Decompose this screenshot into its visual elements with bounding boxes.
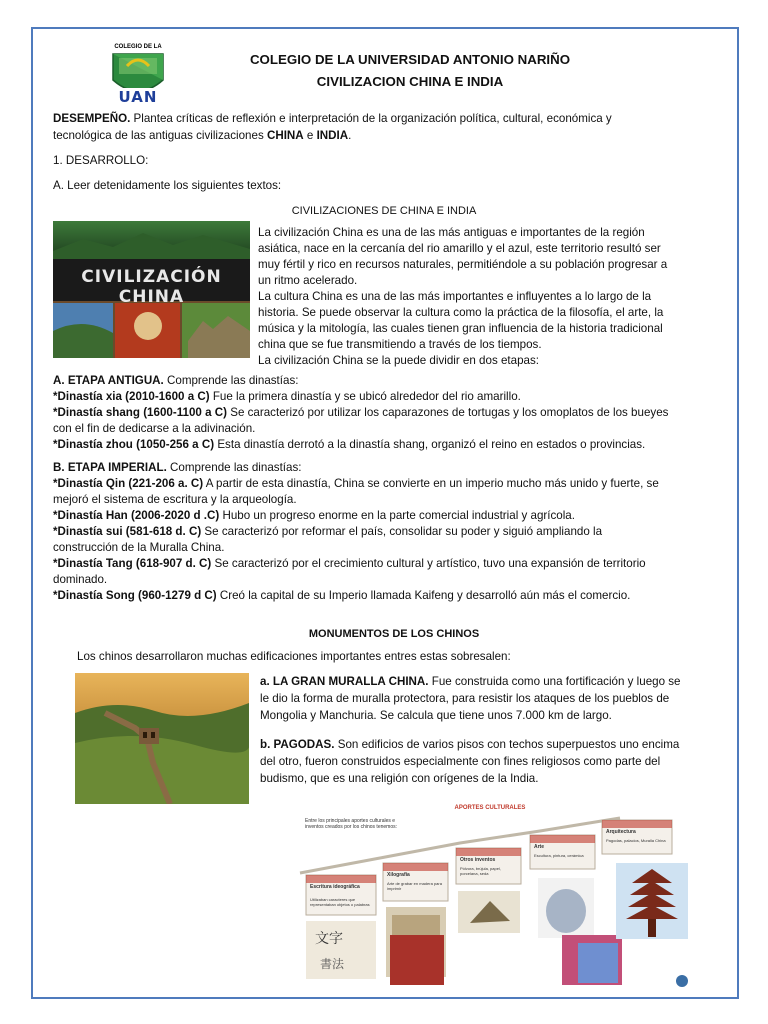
etapa-antigua: [53, 373, 733, 453]
box-detail: Utilizaban caracteres que representaban objetos o palabras: [310, 897, 370, 907]
desempeno-e: e: [303, 129, 317, 142]
dynasty-name: *Dinastía zhou (1050-256 a C): [53, 438, 215, 451]
dynasty-name: *Dinastía Han (2006-2020 d .C): [53, 509, 220, 522]
pagodas-line: del otro, fueron construidos especialmente con fines religiosos como parte del: [260, 755, 661, 768]
instruction: A. Leer detenidamente los siguientes textos:: [53, 179, 282, 192]
desempeno-india: INDIA: [316, 129, 349, 142]
intro-line: china que se fue transmitiendo a través de los tiempos.: [258, 338, 542, 351]
dynasty-desc: Se caracterizó por reformar el país, consolidar su poder y siguió ampliando la: [201, 525, 603, 538]
desempeno-text: Plantea críticas de reflexión e interpretación de la organización política, cultural, económica y: [130, 112, 612, 125]
pagodas-line: Son edificios de varios pisos con techos superpuestos uno encima: [334, 738, 680, 751]
dynasty-desc: Hubo un progreso enorme en la parte comercial industrial y agrícola.: [219, 509, 575, 522]
dynasty-desc: dominado.: [53, 573, 108, 586]
logo-letters: UAN: [118, 88, 158, 106]
cultural-contributions-infographic: [280, 803, 700, 993]
dynasty-name: *Dinastía Tang (618-907 d. C): [53, 557, 212, 570]
school-logo: [107, 44, 167, 104]
svg-text:書法: 書法: [320, 957, 345, 971]
intro-line: música y la mitología, las cuales tienen gran influencia de la historia tradicional: [258, 322, 663, 335]
muralla-line: Fue construida como una fortificación y luego se: [428, 675, 681, 688]
monumentos-title: MONUMENTOS DE LOS CHINOS: [308, 628, 480, 640]
box-label: Escritura ideográfica: [310, 884, 360, 890]
desempeno-end: .: [348, 129, 352, 142]
intro-paragraphs: [258, 225, 728, 369]
great-wall-image: [75, 673, 249, 804]
box-detail: Pólvora, brújula, papel, porcelana, seda: [460, 866, 501, 876]
desempeno-line2: [53, 128, 733, 144]
intro-line: La civilización China es una de las más antiguas e importantes de la región: [258, 226, 645, 239]
intro-line: un ritmo acelerado.: [258, 274, 358, 287]
infographic-title: APORTES CULTURALES: [454, 805, 526, 811]
intro-line: muy fértil y rico en recursos naturales, permitiéndole a su población progresar a: [258, 258, 668, 271]
svg-text:文字: 文字: [315, 931, 343, 947]
image-caption: CIVILIZACIÓN CHINA: [81, 267, 222, 307]
logo-text: COLEGIO DE LA: [114, 44, 162, 50]
pagodas-line: budismo, que es una religión con orígenes de la India.: [260, 772, 539, 785]
etapa-b-rest: Comprende las dinastías:: [166, 461, 302, 474]
desempeno-text2: tecnológica de las antiguas civilizaciones: [53, 129, 267, 142]
dynasty-desc: mejoró el sistema de escritura y la arqueología.: [53, 493, 297, 506]
muralla-line: le dio la forma de muralla protectora, para resistir los ataques de los pueblos de: [260, 692, 670, 705]
muralla-line: Mongolia y Manchuria. Se calcula que tiene unos 7.000 km de largo.: [260, 709, 612, 722]
intro-line: asiática, nace en la cercanía del rio amarillo y el azul, este territorio resultó ser: [258, 242, 661, 255]
dynasty-name: *Dinastía xia (2010-1600 a C): [53, 390, 210, 403]
muralla-label: a. LA GRAN MURALLA CHINA.: [260, 675, 429, 688]
box-label: Otros inventos: [460, 857, 496, 863]
dynasty-desc: Se caracterizó por el crecimiento cultural y artístico, tuvo una expansión de territorio: [211, 557, 646, 570]
desempeno-label: DESEMPEÑO.: [53, 112, 131, 125]
dynasty-desc: con el fin de dedicarse a la adivinación.: [53, 422, 256, 435]
intro-line: La cultura China es una de las más importantes e influyentes a lo largo de la: [258, 290, 652, 303]
pagodas-text: [260, 737, 730, 787]
etapa-a-title: A. ETAPA ANTIGUA.: [53, 374, 164, 387]
intro-line: historia. Se puede observar la cultura como la práctica de la filosofía, el arte, la: [258, 306, 664, 319]
page-title: CIVILIZACION CHINA E INDIA: [316, 74, 504, 89]
school-name: COLEGIO DE LA UNIVERSIDAD ANTONIO NARIÑO: [249, 52, 571, 67]
box-detail: Escultura, pintura, cerámica: [534, 853, 584, 858]
dynasty-name: *Dinastía Qin (221-206 a. C): [53, 477, 204, 490]
box-label: Xilografía: [387, 872, 410, 878]
dynasty-desc: Creó la capital de su Imperio llamada Kaifeng y desarrolló aún más el comercio.: [216, 589, 631, 602]
dynasty-name: *Dinastía shang (1600-1100 a C): [53, 406, 227, 419]
dynasty-desc: Se caracterizó por utilizar los caparazones de tortugas y los omoplatos de los bueyes: [227, 406, 669, 419]
dynasty-name: *Dinastía sui (581-618 d. C): [53, 525, 202, 538]
monumentos-intro: Los chinos desarrollaron muchas edificaciones importantes entres estas sobresalen:: [77, 650, 511, 663]
etapa-imperial: [53, 460, 733, 604]
infographic-intro: Entre los principales aportes culturales e inventos creados por los chinos tenemos:: [305, 818, 397, 830]
dynasty-name: *Dinastía Song (960-1279 d C): [53, 589, 217, 602]
box-detail: Arte de grabar en madera para imprimir: [387, 881, 442, 891]
desempeno-china: CHINA: [266, 129, 304, 142]
dynasty-desc: A partir de esta dinastía, China se convierte en un imperio mucho más unido y fuerte, se: [203, 477, 659, 490]
pagodas-label: b. PAGODAS.: [260, 738, 335, 751]
etapa-b-title: B. ETAPA IMPERIAL.: [53, 461, 167, 474]
desempeno-line1: [53, 111, 733, 127]
etapa-a-rest: Comprende las dinastías:: [163, 374, 299, 387]
muralla-text: [260, 674, 730, 724]
section-heading: 1. DESARROLLO:: [53, 154, 149, 167]
box-label: Arte: [534, 844, 545, 850]
box-label: Arquitectura: [606, 829, 636, 835]
dynasty-desc: Esta dinastía derrotó a la dinastía shang, organizó el reino en estados o provincias.: [214, 438, 646, 451]
civ-title: CIVILIZACIONES DE CHINA E INDIA: [291, 205, 477, 217]
dynasty-desc: construcción de la Muralla China.: [53, 541, 225, 554]
china-civilization-image: [53, 221, 250, 358]
dynasty-desc: Fue la primera dinastía y se ubicó alrededor del rio amarillo.: [209, 390, 521, 403]
box-detail: Pagodas, palacios, Muralla China: [606, 838, 666, 843]
intro-line: La civilización China se la puede dividir en dos etapas:: [258, 354, 539, 367]
